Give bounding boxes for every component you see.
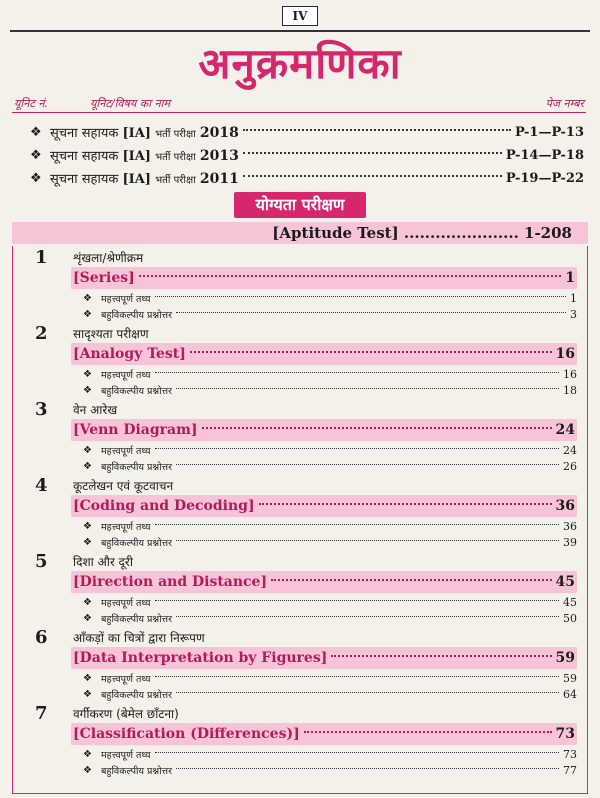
dot-leader: [176, 691, 559, 693]
sub-label: बहुविकल्पीय प्रश्नोत्तर: [101, 309, 173, 321]
unit-hindi-title: शृंखला/श्रेणीक्रम: [73, 251, 144, 265]
unit-list: [12, 246, 588, 794]
unit-english-row: [71, 419, 577, 441]
exam-suffix: भर्ती परीक्षा: [155, 175, 196, 186]
unit-english-row: [71, 647, 577, 669]
sub-entry-facts: [83, 290, 577, 306]
unit-page: 36: [555, 498, 575, 514]
diamond-bullet-icon: ❖: [83, 536, 92, 548]
dot-leader: [259, 502, 552, 505]
diamond-bullet-icon: ❖: [83, 688, 92, 700]
diamond-bullet-icon: ❖: [83, 612, 92, 624]
unit-entry: [13, 704, 587, 782]
exam-row: [30, 122, 584, 142]
exam-label: [50, 123, 239, 141]
unit-entry: [13, 476, 587, 554]
unit-entry: [13, 400, 587, 478]
exam-pages: P-1—P-13: [514, 124, 584, 140]
unit-entry: [13, 248, 587, 326]
dot-leader: [202, 426, 552, 429]
sub-label: महत्त्वपूर्ण तथ्य: [101, 369, 151, 381]
sub-page: 36: [563, 519, 577, 533]
dot-leader: [243, 128, 511, 131]
sub-page: 73: [563, 747, 577, 761]
exam-name: सूचना सहायक: [50, 172, 119, 187]
unit-hindi-title: सादृश्यता परीक्षण: [73, 327, 149, 341]
unit-no-header: यूनिट नं.: [14, 97, 48, 110]
subject-header: यूनिट/विषय का नाम: [90, 97, 171, 110]
exam-ia: [IA]: [122, 126, 151, 141]
unit-english-row: [71, 723, 577, 745]
unit-entry: [13, 324, 587, 402]
diamond-bullet-icon: ❖: [83, 444, 92, 456]
unit-hindi-title: वर्गीकरण (बेमेल छाँटना): [73, 707, 179, 721]
unit-entry: [13, 628, 587, 706]
sub-entry-facts: [83, 442, 577, 458]
unit-english-title: [Data Interpretation by Figures]: [73, 650, 328, 666]
unit-hindi-title: कूटलेखन एवं कूटवाचन: [73, 479, 174, 493]
page-title: अनुक्रमणिका: [198, 39, 402, 88]
sub-label: महत्त्वपूर्ण तथ्य: [101, 673, 151, 685]
sub-label: बहुविकल्पीय प्रश्नोत्तर: [101, 385, 173, 397]
sub-entry-mcq: [83, 382, 577, 398]
exam-year: 2011: [199, 171, 239, 187]
sub-page: 18: [563, 383, 577, 397]
dot-leader: [139, 274, 562, 277]
unit-english-title: [Venn Diagram]: [73, 422, 198, 438]
dot-leader: [176, 311, 566, 313]
sub-page: 45: [563, 595, 577, 609]
dot-leader: [243, 174, 502, 177]
exam-name: सूचना सहायक: [50, 149, 119, 164]
diamond-bullet-icon: ❖: [83, 292, 92, 304]
diamond-bullet-icon: ❖: [30, 124, 42, 140]
dot-leader: [176, 387, 559, 389]
sub-page: 50: [563, 611, 577, 625]
sub-page: 24: [563, 443, 577, 457]
dot-leader: [155, 371, 559, 373]
unit-english-title: [Analogy Test]: [73, 346, 186, 362]
sub-page: 64: [563, 687, 577, 701]
diamond-bullet-icon: ❖: [30, 170, 42, 186]
unit-english-title: [Classification (Differences)]: [73, 726, 300, 742]
diamond-bullet-icon: ❖: [83, 764, 92, 776]
sub-label: बहुविकल्पीय प्रश्नोत्तर: [101, 461, 173, 473]
page-header: पेज नम्बर: [545, 97, 584, 110]
exam-row: [30, 168, 584, 188]
sub-label: महत्त्वपूर्ण तथ्य: [101, 445, 151, 457]
dot-leader: [155, 751, 559, 753]
sub-page: 39: [563, 535, 577, 549]
sub-page: 16: [563, 367, 577, 381]
dot-leader: [304, 730, 552, 733]
exam-ia: [IA]: [122, 149, 151, 164]
unit-number: 3: [35, 399, 48, 420]
unit-page: 16: [555, 346, 575, 362]
sub-entry-facts: [83, 518, 577, 534]
dot-leader: [331, 654, 551, 657]
sub-entry-mcq: [83, 306, 577, 322]
exam-year: 2013: [199, 148, 239, 164]
dot-leader: [176, 767, 559, 769]
unit-hindi-title: वेन आरेख: [73, 403, 118, 417]
unit-english-title: [Direction and Distance]: [73, 574, 268, 590]
unit-entry: [13, 552, 587, 630]
exam-year: 2018: [199, 125, 239, 141]
diamond-bullet-icon: ❖: [83, 748, 92, 760]
dot-leader: [176, 539, 559, 541]
unit-page: 24: [555, 422, 575, 438]
exam-row: [30, 145, 584, 165]
unit-page: 45: [555, 574, 575, 590]
sub-entry-facts: [83, 594, 577, 610]
diamond-bullet-icon: ❖: [83, 596, 92, 608]
unit-english-row: [71, 495, 577, 517]
sub-entry-facts: [83, 746, 577, 762]
top-rule: [10, 30, 590, 32]
diamond-bullet-icon: ❖: [83, 368, 92, 380]
sub-label: बहुविकल्पीय प्रश्नोत्तर: [101, 689, 173, 701]
unit-hindi-title: दिशा और दूरी: [73, 555, 133, 569]
dot-leader: [155, 675, 559, 677]
unit-page: 59: [555, 650, 575, 666]
diamond-bullet-icon: ❖: [83, 460, 92, 472]
exam-suffix: भर्ती परीक्षा: [155, 129, 196, 140]
diamond-bullet-icon: ❖: [83, 520, 92, 532]
unit-number: 6: [35, 627, 48, 648]
sub-page: 77: [563, 763, 577, 777]
unit-english-title: [Series]: [73, 270, 135, 286]
dot-leader: [155, 295, 566, 297]
dot-leader: [190, 350, 552, 353]
dot-leader: [176, 463, 559, 465]
unit-hindi-title: आँकड़ों का चित्रों द्वारा निरूपण: [73, 631, 205, 645]
dot-leader: [155, 523, 559, 525]
diamond-bullet-icon: ❖: [83, 672, 92, 684]
exam-label: [50, 169, 239, 187]
unit-page: 1: [565, 270, 575, 286]
sub-entry-mcq: [83, 610, 577, 626]
sub-entry-mcq: [83, 686, 577, 702]
exam-suffix: भर्ती परीक्षा: [155, 152, 196, 163]
sub-page: 26: [563, 459, 577, 473]
page-number: IV: [282, 6, 318, 26]
sub-entry-mcq: [83, 534, 577, 550]
column-headers: [12, 96, 586, 113]
dot-leader: [243, 151, 502, 154]
sub-label: बहुविकल्पीय प्रश्नोत्तर: [101, 537, 173, 549]
unit-number: 2: [35, 323, 48, 344]
sub-label: महत्त्वपूर्ण तथ्य: [101, 521, 151, 533]
unit-number: 7: [35, 703, 48, 724]
sub-page: 1: [570, 291, 577, 305]
sub-label: महत्त्वपूर्ण तथ्य: [101, 293, 151, 305]
unit-english-row: [71, 571, 577, 593]
sub-page: 59: [563, 671, 577, 685]
diamond-bullet-icon: ❖: [83, 308, 92, 320]
exam-pages: P-19—P-22: [505, 170, 584, 186]
unit-page: 73: [555, 726, 575, 742]
exam-ia: [IA]: [122, 172, 151, 187]
dot-leader: [271, 578, 551, 581]
exam-pages: P-14—P-18: [505, 147, 584, 163]
unit-english-row: [71, 267, 577, 289]
unit-number: 5: [35, 551, 48, 572]
sub-entry-facts: [83, 366, 577, 382]
unit-number: 4: [35, 475, 48, 496]
sub-entry-facts: [83, 670, 577, 686]
sub-entry-mcq: [83, 458, 577, 474]
aptitude-title: [Aptitude Test] ...................... 1-208: [272, 224, 572, 242]
sub-label: बहुविकल्पीय प्रश्नोत्तर: [101, 765, 173, 777]
exam-label: [50, 146, 239, 164]
unit-english-row: [71, 343, 577, 365]
unit-english-title: [Coding and Decoding]: [73, 498, 255, 514]
unit-number: 1: [35, 247, 48, 268]
sub-label: बहुविकल्पीय प्रश्नोत्तर: [101, 613, 173, 625]
exam-name: सूचना सहायक: [50, 126, 119, 141]
sub-label: महत्त्वपूर्ण तथ्य: [101, 749, 151, 761]
diamond-bullet-icon: ❖: [30, 147, 42, 163]
sub-page: 3: [570, 307, 577, 321]
dot-leader: [176, 615, 559, 617]
diamond-bullet-icon: ❖: [83, 384, 92, 396]
sub-entry-mcq: [83, 762, 577, 778]
section-banner: योग्यता परीक्षण: [234, 192, 366, 218]
sub-label: महत्त्वपूर्ण तथ्य: [101, 597, 151, 609]
dot-leader: [155, 599, 559, 601]
dot-leader: [155, 447, 559, 449]
aptitude-header: [12, 222, 588, 244]
